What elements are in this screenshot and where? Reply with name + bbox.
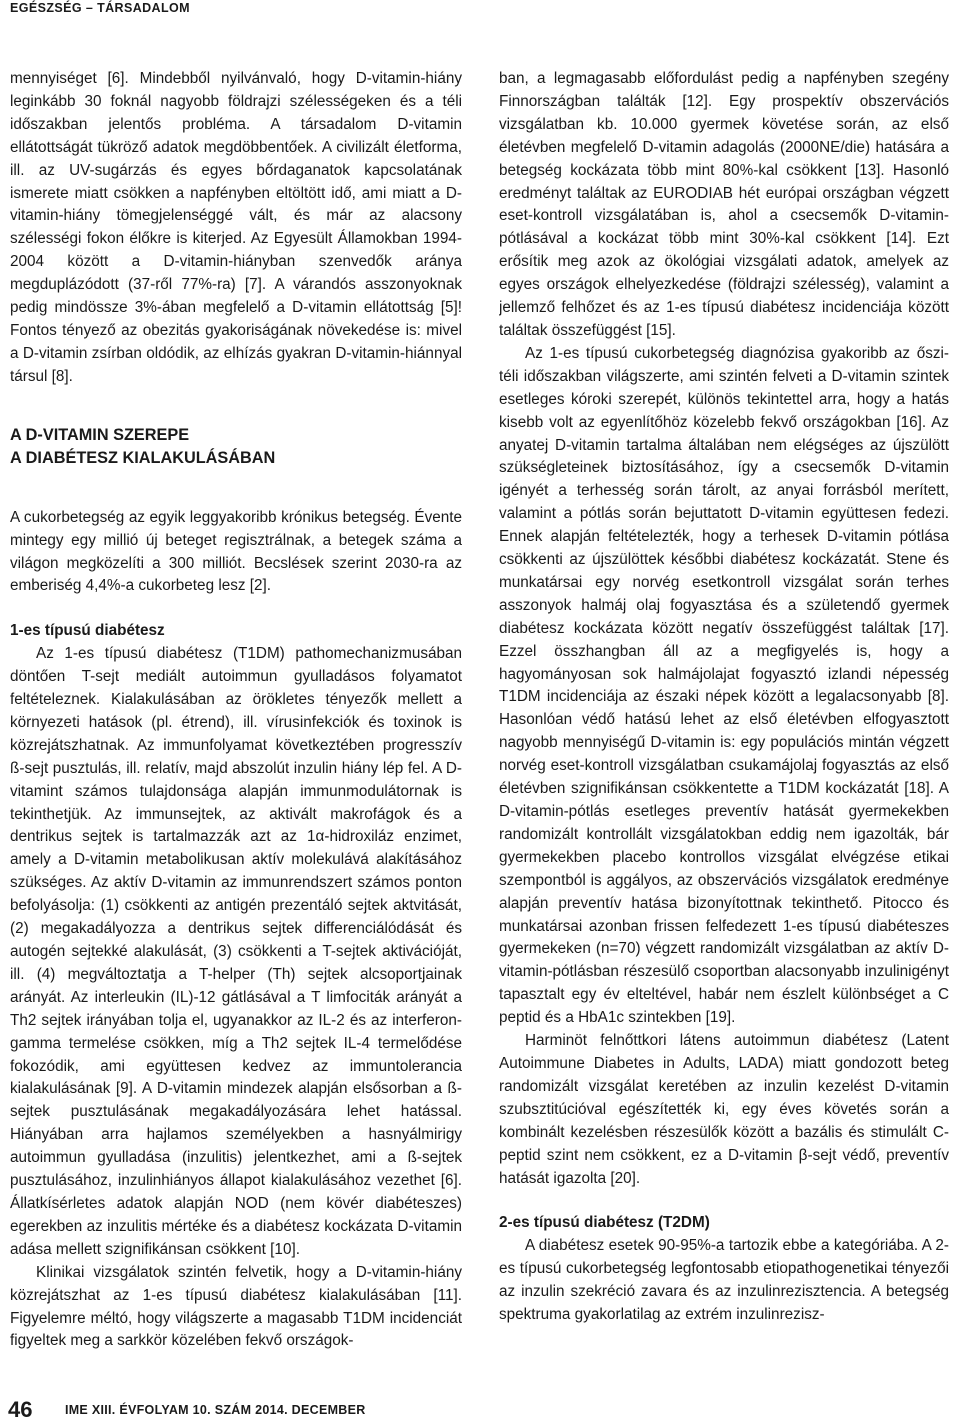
body-paragraph: ban, a legmagasabb előfordulást pedig a napfényben szegény Finnországban találták [12]. Egy prospektív obszervációs vizsgálatban kb. 10.000 gyermek követése során, az első életévben megfelelő D-vitamin adagolás (2000NE/die) hatására a betegség kockázata több mint 80%-kal csökkent [13]. Hasonló eredményt találtak az EURODIAB hét európai országban végzett eset-kontroll vizsgálatában is, ahol a csecsemők D-vitamin-pótlásával a kockázat több mint 30%-kal csökkent [14]. Ezt erősítik meg azok az ökológiai vizsgálati adatok, amelyek az egyes országok elhelyezkedése (földrajzi szélesség), valamint a jellemző felhőzet és az 1-es típusú diabétesz incidenciája között találtak összefüggést [15].: [499, 70, 949, 339]
body-paragraph: Klinikai vizsgálatok szintén felvetik, hogy a D-vitamin-hiány közrejátszhat az 1-es típusú diabétesz kialakulásában [11]. Figyelemre méltó, hogy világszerte a magasabb T1DM incidenciát figyeltek meg a sarkkör közelében fekvő országok-: [10, 1263, 462, 1350]
section-heading-line2: A DIABÉTESZ KIALAKULÁSÁBAN: [10, 448, 276, 467]
body-paragraph: mennyiséget [6]. Mindebből nyilvánvaló, hogy D-vitamin-hiány leginkább 30 foknál nagyobb földrajzi szélességeken és a téli időszakban jelentős probléma. A társadalom D-vitamin ellátottságát tükröző adatok megdöbbentőek. A civilizált életforma, ill. az UV-sugárzás és egyes bőrdaganatok kapcsolatának ismerete miatt csökken a napfényben eltöltött idő, ami miatt a D-vitamin-hiány tömegjelenséggé vált, és már az alacsony szélességi fokon élőkre is kiterjed. Az Egyesült Államokban 1994-2004 között a D-vitamin-hiányban szenvedők aránya megduplázódott (37-ről 77%-ra) [7]. A várandós asszonyoknak pedig mindössze 3%-ában megfelelő a D-vitamin ellátottság [5]! Fontos tényező az obezitás gyakoriságának növekedése is: mivel a D-vitamin zsírban oldódik, az elhízás gyakran D-vitamin-hiánnyal társul [8].: [10, 70, 462, 385]
section-heading: [10, 424, 462, 470]
section-heading-line1: A D-VITAMIN SZEREPE: [10, 425, 190, 444]
page-footer: [8, 1397, 366, 1423]
running-head: EGÉSZSÉG – TÁRSADALOM: [10, 1, 190, 15]
body-paragraph: A diabétesz esetek 90-95%-a tartozik ebbe a kategóriába. A 2-es típusú cukorbetegség legfontosabb etiopathogenetikai tényezői az inzulin szekréció zavara és az inzulinrezisztencia. A betegség spektruma gyakorlatilag az extrém inzulinrezisz-: [499, 1237, 949, 1324]
body-paragraph: Harminöt felnőttkori látens autoimmun diabétesz (Latent Autoimmune Diabetes in Adults, LADA) miatt gondozott beteg randomizált vizsgálat keretében az inzulin kezelést D-vitamin szubsztitúcióval egészítették ki, egy éves követés során a kombinált kezelésben részesülők között a bazális és stimulált C-peptid szint nem csökkent, ez a D-vitamin β-sejt védő, preventív hatását igazolta [20].: [499, 1032, 949, 1187]
left-column: [10, 68, 462, 1358]
right-column: [499, 68, 949, 1358]
page-number: 46: [8, 1397, 33, 1422]
body-paragraph: Az 1-es típusú diabétesz (T1DM) pathomechanizmusában döntően T-sejt mediált autoimmun gyulladásos folyamatot feltételeznek. Kialakulásában az örökletes tényezők mellett a környezeti hatások (pl. étrend), ill. vírusinfekciók és toxinok is közrejátszhatnak. Az immunfolyamat következtében progresszív ß-sejt pusztulás, ill. relatív, majd abszolút inzulin hiány lép fel. A D-vitamint számos tulajdonsága alapján immunmodulátornak is tekinthetjük. Az immunsejtek, az aktivált makrofágok és a dentrikus sejtek is tartalmazzák azt az 1α-hidroxiláz enzimet, amely a D-vitamin metabolikusan aktív molekulává alakításához szükséges. Az aktív D-vitamin az immunrendszert számos ponton befolyásolja: (1) csökkenti az antigén prezentáló sejtek aktvitását, (2) megakadályozza a dentrikus sejtek differenciálódását és autogén sejtekké alakulását, (3) csökkenti a T-sejtek aktivációját, ill. (4) megváltoztatja a T-helper (Th) sejtek alcsoportjainak arányát. Az interleukin (IL)-12 gátlásával a T limfociták arányát a Th2 sejtek irányában tolja el, ugyanakkor az IL-2 és az interferon-gamma termelése csökken, míg a Th2 sejtek IL-4 termelődése fokozódik, ami együttesen kedvez az immuntolerancia kialakulásának [9]. A D-vitamin mindezek alapján elsősorban a ß-sejtek pusztulásának megakadályozására lehet hatással. Hiányában arra hajlamos személyekben a hasnyálmirigy autoimmun gyulladása (inzulitis) jelentkezhet, ami a ß-sejtek pusztulásához, inzulinhiányos állapot kialakulásához vezethet [6]. Állatkísérletes adatok alapján NOD (nem kövér diabéteszes) egerekben az inzulitis mértéke és a diabétesz kockázata D-vitamin adása mellett szignifikánsan csökkent [10].: [10, 645, 462, 1258]
body-paragraph: A cukorbetegség az egyik leggyakoribb krónikus betegség. Évente mintegy egy millió új beteget regisztrálnak, a betegek száma a világon megközelíti a 300 milliót. Becslések szerint 2030-ra az emberiség 4,4%-a cukorbeteg lesz [2].: [10, 508, 462, 595]
body-paragraph: Az 1-es típusú cukorbetegség diagnózisa gyakoribb az őszi-téli időszakban világszerte, ami szintén felveti a D-vitamin szintek esetleges kóroki szerepét, különös tekintettel arra, hogy a hatás kisebb volt az egyenlítőhöz közelebb fekvő országokban [16]. Az anyatej D-vitamin tartalma általában nem elégséges az újszülött szükségleteinek biztosításához, így a csecsemők D-vitamin igényét a terhesség során tárolt, az anyai forrásból merített, valamint a pótlás során bejuttatott D-vitamin együttesen fedezi. Ennek alapján feltételezték, hogy a terhesek D-vitamin pótlása csökkenti az újszülöttek későbbi diabétesz kockázatát. Stene és munkatársai egy norvég esetkontroll vizsgálat során terhes asszonyok halmáj olaj fogyasztása és a születendő gyermek diabétesz kockázata között negatív összefüggést találtak [17]. Ezzel összhangban áll az a megfigyelés is, hogy a hagyományosan sok halmájolajat fogyasztó izlandi népesség T1DM incidenciája az északi népek között a legalacsonyabb [8]. Hasonlóan védő hatású lehet az első életévben elfogyasztott nagyobb mennyiségű D-vitamin is: egy populációs mintán végzett norvég eset-kontroll vizsgálatban csukamájolaj fogyasztás az első életévben szignifikánsan csökkentette a T1DM kockázatát [18]. A D-vitamin-pótlás esetleges preventív hatását gyermekekben randomizált kontrollált vizsgálatokban eddig nem igazolták, bár gyermekekben placebo kontrollos vizsgálat elvégzése etikai szempontból is aggályos, az obszervációs vizsgálatok eredménye alapján preventív hatása bizonyítottnak tekinthető. Pitocco és munkatársai azonban frissen felfedezett 1-es típusú diabéteszes gyermekeken (n=70) végzett randomizált vizsgálatban az aktív D-vitamin-pótlásban részesülő csoportban alacsonyabb inzulinigényt tapasztalt egy év elteltével, habár nem észlelt különbséget a C peptid és a HbA1c szintekben [19].: [499, 344, 949, 1027]
subheading-type2: 2-es típusú diabétesz (T2DM): [499, 1214, 710, 1232]
subheading-type1: 1-es típusú diabétesz: [10, 622, 165, 640]
journal-info: IME XIII. ÉVFOLYAM 10. SZÁM 2014. DECEMBER: [64, 1403, 366, 1417]
